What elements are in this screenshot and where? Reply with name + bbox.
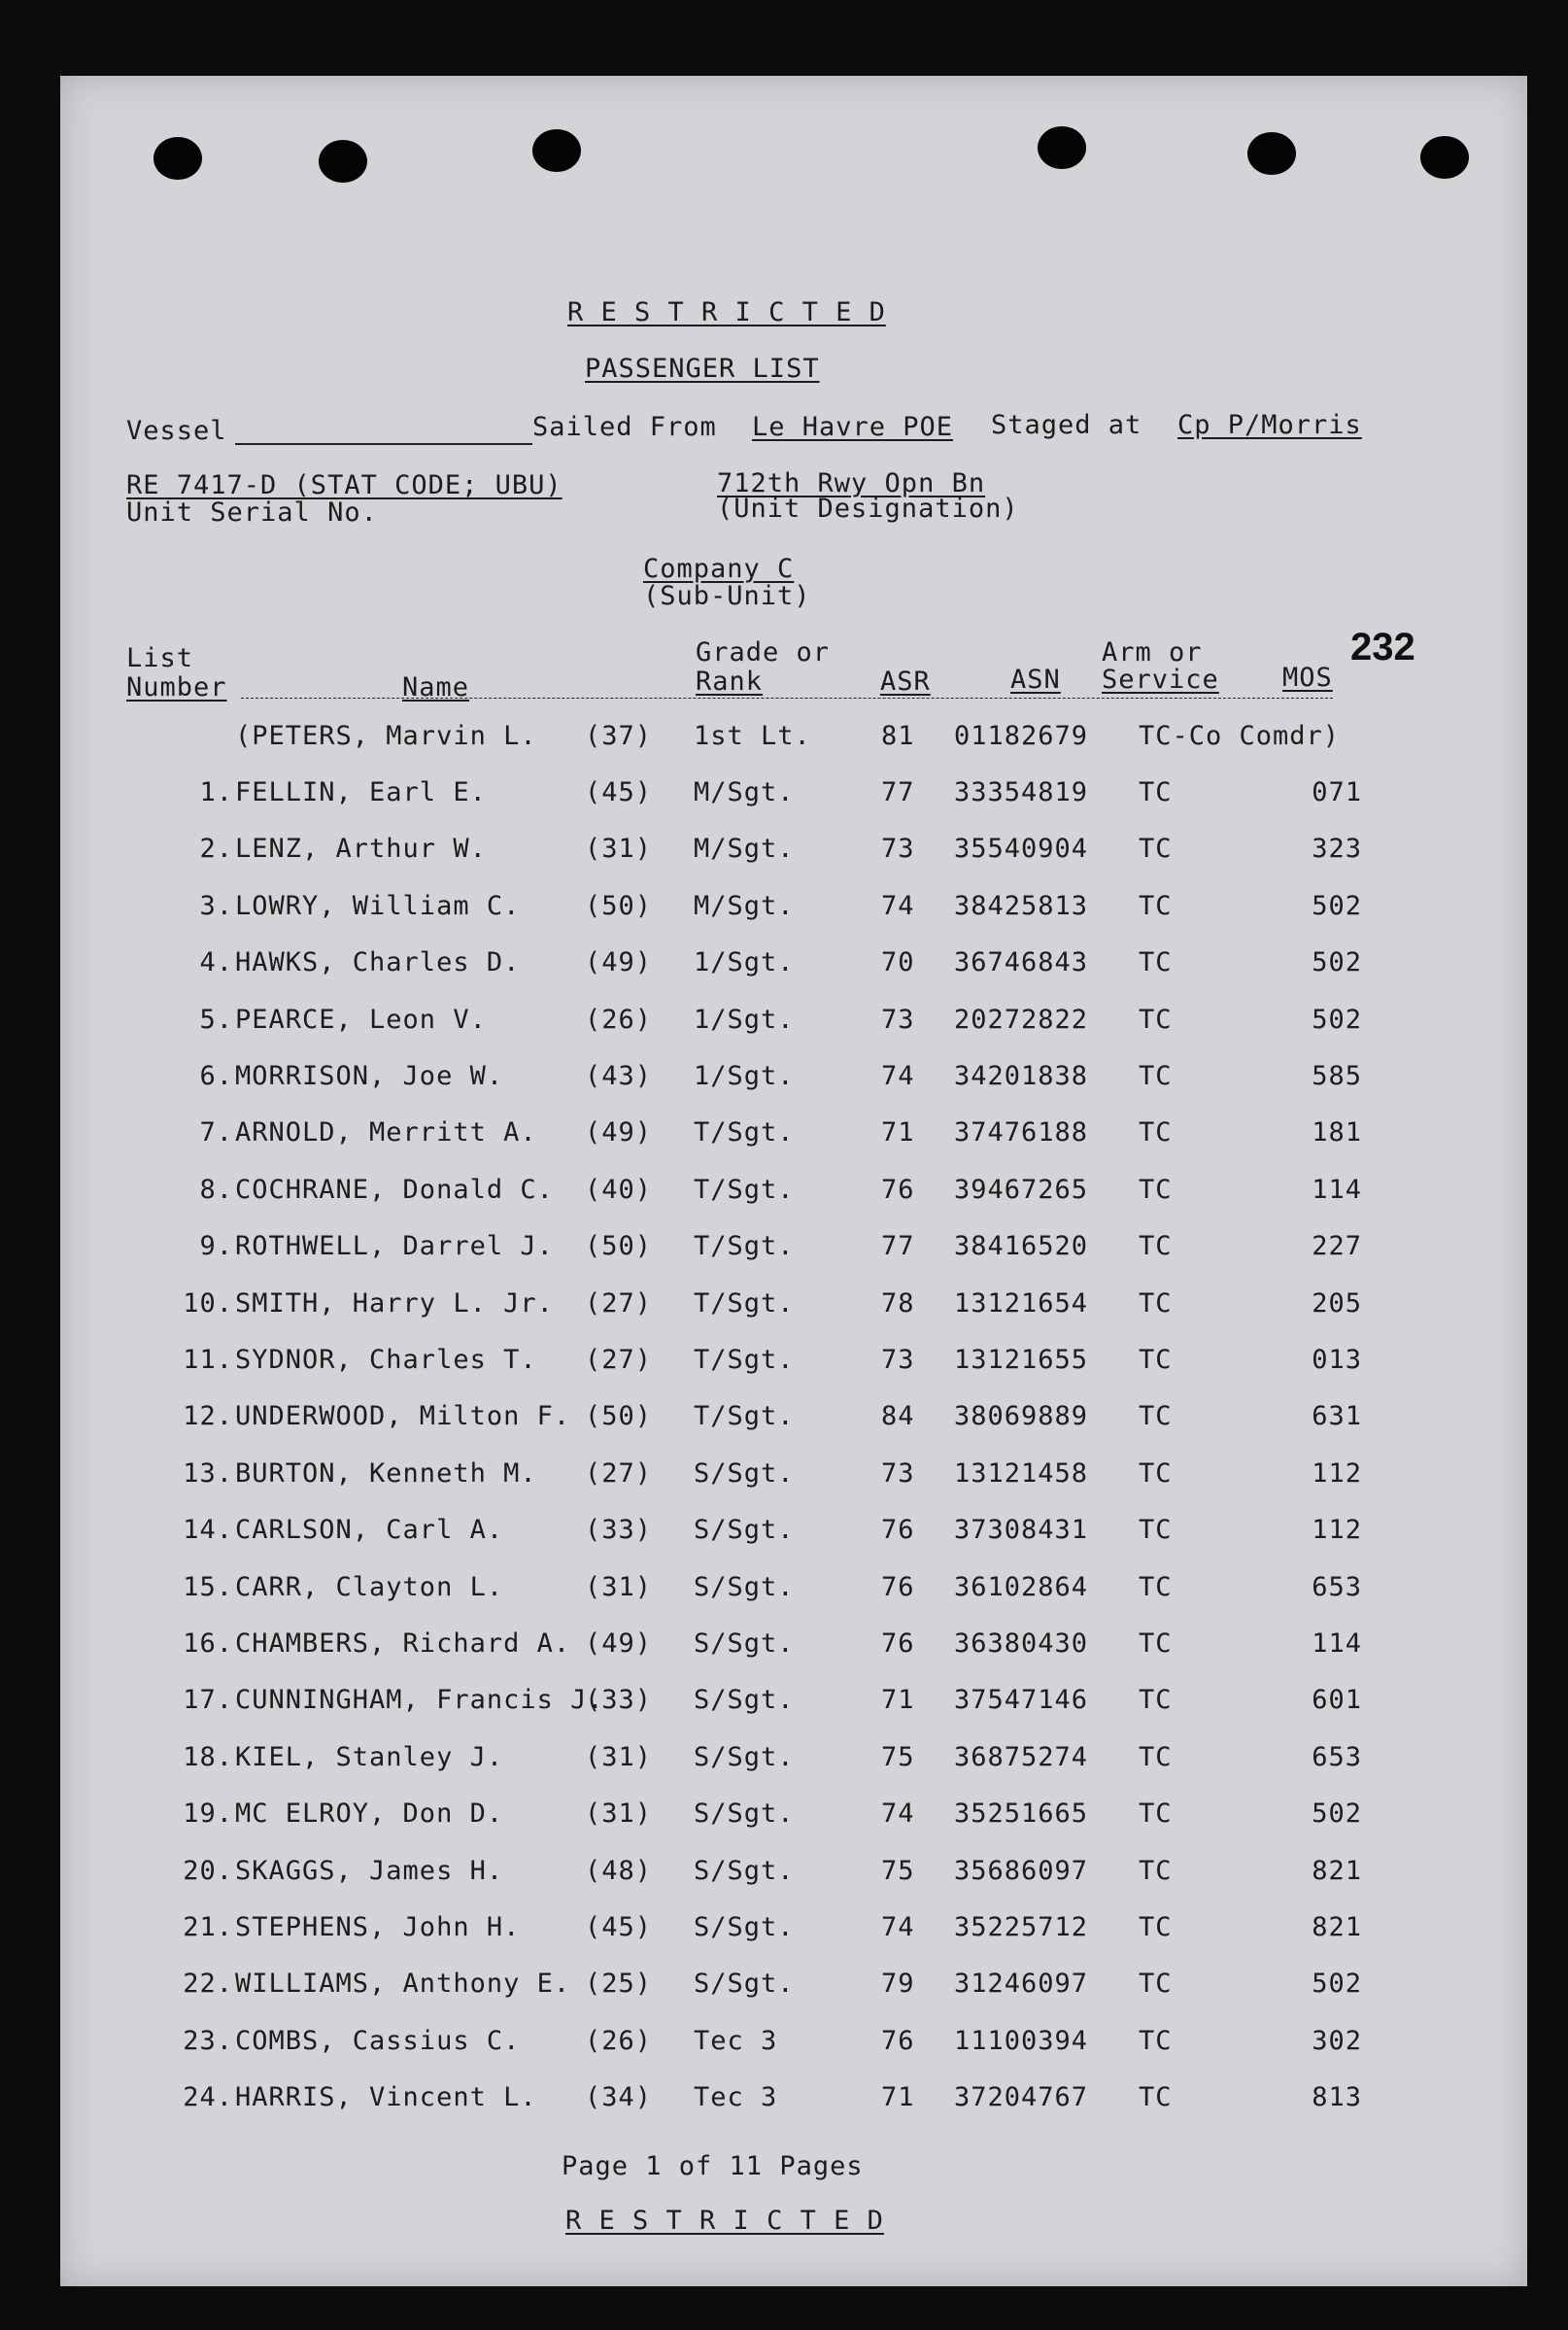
passenger-mos: 112 [1312, 1515, 1362, 1545]
passenger-arm: TC [1139, 1969, 1173, 1999]
passenger-arm: TC [1139, 1005, 1173, 1035]
passenger-name: MORRISON, Joe W. [235, 1061, 504, 1091]
passenger-asr: 78 [881, 1288, 915, 1319]
list-number: 13. [183, 1458, 233, 1489]
passenger-asn: 38416520 [954, 1231, 1089, 1261]
commander-arm-mos: TC-Co Comdr) [1139, 721, 1341, 751]
passenger-grade: S/Sgt. [694, 1856, 795, 1886]
passenger-arm: TC [1139, 1572, 1173, 1602]
passenger-arm: TC [1139, 891, 1173, 921]
table-row [60, 1969, 1527, 2007]
passenger-mos: 302 [1312, 2026, 1362, 2056]
passenger-asr: 73 [881, 1005, 915, 1035]
passenger-age: (31) [585, 1742, 653, 1772]
passenger-grade: S/Sgt. [694, 1799, 795, 1829]
passenger-age: (26) [585, 1005, 653, 1035]
passenger-mos: 631 [1312, 1401, 1362, 1431]
passenger-age: (50) [585, 891, 653, 921]
list-number: 21. [183, 1912, 233, 1942]
col-grade-line2: Rank [696, 667, 764, 697]
passenger-grade: M/Sgt. [694, 834, 795, 864]
passenger-grade: Tec 3 [694, 2026, 778, 2056]
passenger-asr: 76 [881, 1572, 915, 1602]
passenger-age: (50) [585, 1401, 653, 1431]
passenger-asn: 13121458 [954, 1458, 1089, 1489]
passenger-arm: TC [1139, 1742, 1173, 1772]
passenger-age: (49) [585, 1117, 653, 1148]
passenger-asn: 37547146 [954, 1685, 1089, 1715]
passenger-name: UNDERWOOD, Milton F. [235, 1401, 571, 1431]
passenger-mos: 502 [1312, 1005, 1362, 1035]
passenger-asn: 37308431 [954, 1515, 1089, 1545]
table-row [60, 1515, 1527, 1554]
vessel-blank [235, 443, 532, 445]
passenger-age: (31) [585, 834, 653, 864]
passenger-age: (26) [585, 2026, 653, 2056]
passenger-name: MC ELROY, Don D. [235, 1799, 504, 1829]
list-number: 2. [199, 834, 233, 864]
list-number: 8. [199, 1175, 233, 1205]
passenger-name: HARRIS, Vincent L. [235, 2082, 537, 2112]
table-row [60, 947, 1527, 986]
passenger-asr: 74 [881, 1061, 915, 1091]
passenger-name: PEARCE, Leon V. [235, 1005, 487, 1035]
passenger-name: LOWRY, William C. [235, 891, 521, 921]
passenger-name: WILLIAMS, Anthony E. [235, 1969, 571, 1999]
list-number: 14. [183, 1515, 233, 1545]
passenger-mos: 813 [1312, 2082, 1362, 2112]
table-row [60, 1572, 1527, 1611]
passenger-asr: 71 [881, 1117, 915, 1148]
passenger-arm: TC [1139, 1061, 1173, 1091]
passenger-mos: 114 [1312, 1628, 1362, 1659]
passenger-name: ARNOLD, Merritt A. [235, 1117, 537, 1148]
col-asr: ASR [880, 667, 931, 697]
passenger-name: ROTHWELL, Darrel J. [235, 1231, 554, 1261]
list-number: 18. [183, 1742, 233, 1772]
table-row [60, 834, 1527, 873]
passenger-grade: M/Sgt. [694, 777, 795, 807]
commander-row [60, 721, 1527, 760]
passenger-asn: 20272822 [954, 1005, 1089, 1035]
passenger-age: (50) [585, 1231, 653, 1261]
passenger-mos: 502 [1312, 1799, 1362, 1829]
passenger-asn: 31246097 [954, 1969, 1089, 1999]
classification-header: R E S T R I C T E D [567, 297, 886, 327]
table-row [60, 777, 1527, 816]
passenger-age: (27) [585, 1345, 653, 1375]
passenger-asr: 73 [881, 834, 915, 864]
passenger-grade: T/Sgt. [694, 1401, 795, 1431]
col-arm-line1: Arm or [1102, 637, 1203, 668]
passenger-asn: 37204767 [954, 2082, 1089, 2112]
passenger-grade: S/Sgt. [694, 1969, 795, 1999]
passenger-age: (43) [585, 1061, 653, 1091]
unit-designation-label: (Unit Designation) [717, 494, 1019, 524]
passenger-asn: 35686097 [954, 1856, 1089, 1886]
passenger-name: CARLSON, Carl A. [235, 1515, 504, 1545]
table-row [60, 1458, 1527, 1497]
sailed-from-label: Sailed From [532, 412, 717, 442]
list-number: 20. [183, 1856, 233, 1886]
sub-unit-label: (Sub-Unit) [643, 581, 811, 611]
passenger-asn: 35251665 [954, 1799, 1089, 1829]
passenger-grade: T/Sgt. [694, 1175, 795, 1205]
passenger-asn: 38069889 [954, 1401, 1089, 1431]
passenger-arm: TC [1139, 1401, 1173, 1431]
passenger-asr: 71 [881, 2082, 915, 2112]
table-row [60, 891, 1527, 930]
passenger-asn: 38425813 [954, 891, 1089, 921]
col-list-line1: List [126, 643, 194, 673]
passenger-asr: 75 [881, 1856, 915, 1886]
passenger-name: FELLIN, Earl E. [235, 777, 487, 807]
list-number: 5. [199, 1005, 233, 1035]
passenger-asr: 73 [881, 1458, 915, 1489]
table-row [60, 1175, 1527, 1214]
passenger-name: STEPHENS, John H. [235, 1912, 521, 1942]
passenger-arm: TC [1139, 1628, 1173, 1659]
table-row [60, 2082, 1527, 2121]
passenger-asn: 33354819 [954, 777, 1089, 807]
table-row [60, 1742, 1527, 1781]
passenger-asr: 75 [881, 1742, 915, 1772]
table-row [60, 1856, 1527, 1895]
passenger-arm: TC [1139, 1799, 1173, 1829]
passenger-asn: 36102864 [954, 1572, 1089, 1602]
passenger-grade: T/Sgt. [694, 1231, 795, 1261]
passenger-name: SYDNOR, Charles T. [235, 1345, 537, 1375]
passenger-age: (45) [585, 1912, 653, 1942]
passenger-arm: TC [1139, 1345, 1173, 1375]
passenger-name: CHAMBERS, Richard A. [235, 1628, 571, 1659]
passenger-age: (40) [585, 1175, 653, 1205]
passenger-name: COCHRANE, Donald C. [235, 1175, 554, 1205]
list-number: 15. [183, 1572, 233, 1602]
passenger-name: BURTON, Kenneth M. [235, 1458, 537, 1489]
punch-hole [319, 140, 367, 183]
passenger-asn: 36746843 [954, 947, 1089, 977]
passenger-name: SKAGGS, James H. [235, 1856, 504, 1886]
passenger-mos: 502 [1312, 947, 1362, 977]
passenger-asr: 84 [881, 1401, 915, 1431]
passenger-age: (49) [585, 1628, 653, 1659]
passenger-arm: TC [1139, 834, 1173, 864]
punch-hole [153, 137, 202, 180]
passenger-arm: TC [1139, 947, 1173, 977]
passenger-grade: M/Sgt. [694, 891, 795, 921]
passenger-age: (33) [585, 1685, 653, 1715]
passenger-asn: 13121654 [954, 1288, 1089, 1319]
passenger-mos: 585 [1312, 1061, 1362, 1091]
passenger-asn: 36380430 [954, 1628, 1089, 1659]
passenger-age: (31) [585, 1799, 653, 1829]
sub-unit-value: Company C [643, 554, 795, 584]
passenger-grade: 1/Sgt. [694, 1061, 795, 1091]
passenger-name: HAWKS, Charles D. [235, 947, 521, 977]
list-number: 4. [199, 947, 233, 977]
passenger-arm: TC [1139, 1685, 1173, 1715]
passenger-grade: 1/Sgt. [694, 1005, 795, 1035]
passenger-grade: T/Sgt. [694, 1345, 795, 1375]
passenger-grade: S/Sgt. [694, 1912, 795, 1942]
passenger-name: LENZ, Arthur W. [235, 834, 487, 864]
list-number: 23. [183, 2026, 233, 2056]
col-list-line2: Number [126, 672, 227, 702]
passenger-arm: TC [1139, 1515, 1173, 1545]
passenger-name: KIEL, Stanley J. [235, 1742, 504, 1772]
col-grade-line1: Grade or [696, 637, 831, 668]
passenger-age: (49) [585, 947, 653, 977]
table-row [60, 1005, 1527, 1044]
passenger-age: (45) [585, 777, 653, 807]
vessel-label: Vessel [126, 416, 227, 446]
unit-serial-label: Unit Serial No. [126, 497, 378, 528]
punch-hole [532, 129, 581, 172]
passenger-asn: 35540904 [954, 834, 1089, 864]
passenger-arm: TC [1139, 1231, 1173, 1261]
list-number: 12. [183, 1401, 233, 1431]
page-count: Page 1 of 11 Pages [562, 2151, 864, 2181]
col-mos: MOS [1282, 663, 1333, 693]
list-number: 11. [183, 1345, 233, 1375]
passenger-age: (25) [585, 1969, 653, 1999]
passenger-mos: 227 [1312, 1231, 1362, 1261]
passenger-mos: 205 [1312, 1288, 1362, 1319]
passenger-mos: 821 [1312, 1912, 1362, 1942]
table-row [60, 1345, 1527, 1384]
list-number: 17. [183, 1685, 233, 1715]
passenger-mos: 502 [1312, 1969, 1362, 1999]
passenger-arm: TC [1139, 777, 1173, 807]
passenger-asr: 79 [881, 1969, 915, 1999]
passenger-mos: 112 [1312, 1458, 1362, 1489]
punch-hole [1038, 126, 1086, 169]
passenger-age: (33) [585, 1515, 653, 1545]
passenger-asn: 37476188 [954, 1117, 1089, 1148]
passenger-grade: S/Sgt. [694, 1628, 795, 1659]
table-row [60, 2026, 1527, 2065]
col-name: Name [402, 672, 470, 702]
classification-footer: R E S T R I C T E D [565, 2206, 884, 2236]
passenger-age: (27) [585, 1288, 653, 1319]
document-title: PASSENGER LIST [585, 354, 820, 384]
table-row [60, 1799, 1527, 1837]
passenger-arm: TC [1139, 1288, 1173, 1319]
page-number-stamp: 232 [1350, 626, 1415, 668]
commander-grade: 1st Lt. [694, 721, 811, 751]
passenger-asr: 76 [881, 1515, 915, 1545]
passenger-mos: 653 [1312, 1572, 1362, 1602]
list-number: 3. [199, 891, 233, 921]
passenger-asr: 77 [881, 777, 915, 807]
passenger-asn: 39467265 [954, 1175, 1089, 1205]
passenger-asr: 76 [881, 1628, 915, 1659]
staged-at-value: Cp P/Morris [1177, 410, 1362, 440]
table-row [60, 1912, 1527, 1951]
passenger-asr: 77 [881, 1231, 915, 1261]
list-number: 9. [199, 1231, 233, 1261]
passenger-age: (31) [585, 1572, 653, 1602]
commander-name: (PETERS, Marvin L. [235, 721, 537, 751]
passenger-grade: S/Sgt. [694, 1742, 795, 1772]
table-row [60, 1401, 1527, 1440]
passenger-age: (34) [585, 2082, 653, 2112]
commander-age: (37) [585, 721, 653, 751]
passenger-mos: 181 [1312, 1117, 1362, 1148]
passenger-mos: 821 [1312, 1856, 1362, 1886]
passenger-arm: TC [1139, 1175, 1173, 1205]
passenger-grade: S/Sgt. [694, 1572, 795, 1602]
passenger-mos: 601 [1312, 1685, 1362, 1715]
col-arm-line2: Service [1102, 665, 1219, 695]
passenger-grade: S/Sgt. [694, 1685, 795, 1715]
passenger-name: CUNNINGHAM, Francis J. [235, 1685, 604, 1715]
table-row [60, 1231, 1527, 1270]
list-number: 22. [183, 1969, 233, 1999]
passenger-asn: 13121655 [954, 1345, 1089, 1375]
passenger-grade: T/Sgt. [694, 1117, 795, 1148]
passenger-arm: TC [1139, 1912, 1173, 1942]
passenger-grade: 1/Sgt. [694, 947, 795, 977]
passenger-asr: 76 [881, 1175, 915, 1205]
list-number: 16. [183, 1628, 233, 1659]
passenger-grade: S/Sgt. [694, 1515, 795, 1545]
passenger-mos: 653 [1312, 1742, 1362, 1772]
commander-asn: 01182679 [954, 721, 1089, 751]
passenger-mos: 013 [1312, 1345, 1362, 1375]
passenger-name: CARR, Clayton L. [235, 1572, 504, 1602]
passenger-name: SMITH, Harry L. Jr. [235, 1288, 554, 1319]
passenger-age: (27) [585, 1458, 653, 1489]
passenger-mos: 114 [1312, 1175, 1362, 1205]
passenger-asn: 34201838 [954, 1061, 1089, 1091]
list-number: 7. [199, 1117, 233, 1148]
passenger-arm: TC [1139, 1458, 1173, 1489]
passenger-grade: Tec 3 [694, 2082, 778, 2112]
passenger-asn: 36875274 [954, 1742, 1089, 1772]
passenger-arm: TC [1139, 2082, 1173, 2112]
commander-asr: 81 [881, 721, 915, 751]
passenger-asr: 74 [881, 1799, 915, 1829]
passenger-asr: 76 [881, 2026, 915, 2056]
passenger-arm: TC [1139, 1856, 1173, 1886]
col-asn: ASN [1010, 665, 1061, 695]
passenger-grade: S/Sgt. [694, 1458, 795, 1489]
table-row [60, 1117, 1527, 1156]
table-row [60, 1061, 1527, 1100]
unit-designation-value: 712th Rwy Opn Bn [717, 468, 986, 498]
list-number: 6. [199, 1061, 233, 1091]
passenger-arm: TC [1139, 1117, 1173, 1148]
table-row [60, 1685, 1527, 1724]
list-number: 1. [199, 777, 233, 807]
passenger-arm: TC [1139, 2026, 1173, 2056]
table-row [60, 1288, 1527, 1327]
passenger-asr: 71 [881, 1685, 915, 1715]
list-number: 10. [183, 1288, 233, 1319]
passenger-mos: 323 [1312, 834, 1362, 864]
passenger-asn: 11100394 [954, 2026, 1089, 2056]
passenger-asr: 74 [881, 891, 915, 921]
passenger-asr: 74 [881, 1912, 915, 1942]
passenger-grade: T/Sgt. [694, 1288, 795, 1319]
list-number: 19. [183, 1799, 233, 1829]
unit-serial-value: RE 7417-D (STAT CODE; UBU) [126, 470, 562, 500]
passenger-mos: 071 [1312, 777, 1362, 807]
punch-hole [1420, 136, 1469, 179]
passenger-asr: 73 [881, 1345, 915, 1375]
table-row [60, 1628, 1527, 1667]
passenger-asr: 70 [881, 947, 915, 977]
sailed-from-value: Le Havre POE [752, 412, 954, 442]
document-page [60, 76, 1527, 2286]
punch-hole [1247, 132, 1296, 175]
passenger-asn: 35225712 [954, 1912, 1089, 1942]
passenger-age: (48) [585, 1856, 653, 1886]
list-number: 24. [183, 2082, 233, 2112]
staged-at-label: Staged at [991, 410, 1142, 440]
passenger-mos: 502 [1312, 891, 1362, 921]
passenger-name: COMBS, Cassius C. [235, 2026, 521, 2056]
